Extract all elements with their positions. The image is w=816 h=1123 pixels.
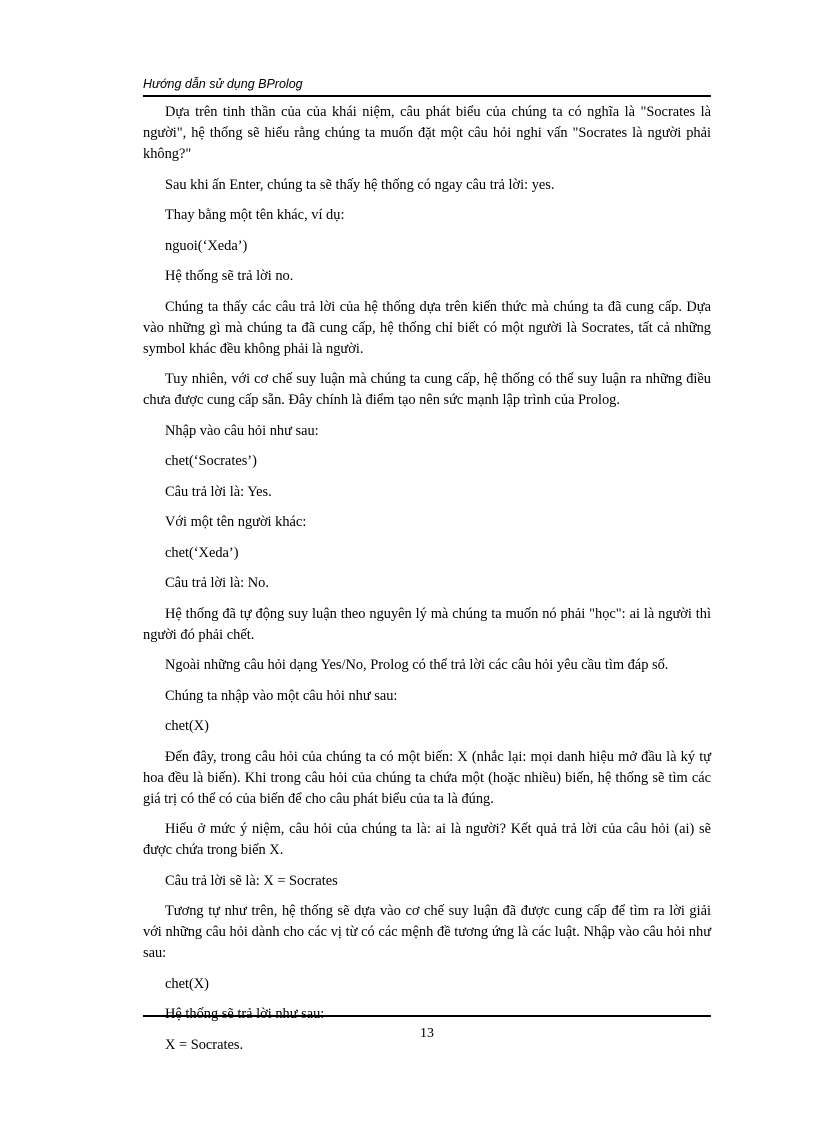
code-line: chet(X) bbox=[165, 975, 209, 992]
paragraph: Hiểu ở mức ý niệm, câu hỏi của chúng ta là: ai là người? Kết quả trả lời của câu hỏi (ai) sẽ được chứa trong biến X. bbox=[143, 821, 711, 858]
header-rule bbox=[143, 95, 711, 97]
paragraph: Thay bằng một tên khác, ví dụ: bbox=[165, 207, 345, 223]
page-body bbox=[143, 102, 711, 1065]
page-number: 13 bbox=[420, 1026, 434, 1041]
code-line: nguoi(‘Xeda’) bbox=[165, 237, 248, 254]
paragraph: Nhập vào câu hỏi như sau: bbox=[165, 422, 319, 439]
paragraph: Ngoài những câu hỏi dạng Yes/No, Prolog có thể trả lời các câu hỏi yêu cầu tìm đáp số. bbox=[165, 657, 669, 673]
paragraph: Câu trả lời là: Yes. bbox=[165, 483, 272, 500]
paragraph: Hệ thống sẽ trả lời no. bbox=[165, 268, 294, 284]
paragraph: Sau khi ấn Enter, chúng ta sẽ thấy hệ thống có ngay câu trả lời: yes. bbox=[165, 176, 555, 193]
paragraph: Chúng ta nhập vào một câu hỏi như sau: bbox=[165, 687, 398, 704]
paragraph: Hệ thống đã tự động suy luận theo nguyên lý mà chúng ta muốn nó phải "học": ai là người thì người đó phải chết. bbox=[143, 605, 711, 643]
paragraph: Đến đây, trong câu hỏi của chúng ta có một biến: X (nhắc lại: mọi danh hiệu mở đầu là ký tự hoa đều là biến). Khi trong câu hỏi của chúng ta chứa một (hoặc nhiều) biến, hệ thống sẽ tìm các giá trị có thể có của biến để cho câu phát biểu của ta là đúng. bbox=[143, 748, 711, 807]
paragraph: Tuy nhiên, với cơ chế suy luận mà chúng ta cung cấp, hệ thống có thể suy luận ra những điều chưa được cung cấp sẵn. Đây chính là điểm tạo nên sức mạnh lập trình của Prolog. bbox=[143, 371, 711, 408]
paragraph: Câu trả lời sẽ là: X = Socrates bbox=[165, 872, 338, 889]
code-line: X = Socrates. bbox=[165, 1036, 244, 1053]
paragraph: Chúng ta thấy các câu trả lời của hệ thống dựa trên kiến thức mà chúng ta đã cung cấp. Dựa vào những gì mà chúng ta đã cung cấp, hệ thống chỉ biết có một người là Socrates, tất cả những symbol khác đều không phải là người. bbox=[143, 298, 711, 357]
paragraph: Với một tên người khác: bbox=[165, 514, 307, 530]
paragraph: Tương tự như trên, hệ thống sẽ dựa vào cơ chế suy luận đã được cung cấp để tìm ra lời giải với những câu hỏi dành cho các vị từ có các mệnh đề tương ứng là các luật. Nhập vào câu hỏi như sau: bbox=[143, 903, 711, 961]
code-line: chet(X) bbox=[165, 718, 209, 734]
paragraph: Hệ thống sẽ trả lời như sau: bbox=[165, 1006, 325, 1022]
paragraph: Dựa trên tinh thần của của khái niệm, câu phát biểu của chúng ta có nghĩa là "Socrates là người", hệ thống sẽ hiểu rằng chúng ta muốn đặt một câu hỏi nghi vấn "Socrates là người phải không?" bbox=[143, 104, 711, 162]
footer-rule bbox=[143, 1015, 711, 1017]
code-line: chet(‘Xeda’) bbox=[165, 544, 239, 561]
running-header: Hướng dẫn sử dụng BProlog bbox=[143, 77, 303, 91]
paragraph: Câu trả lời là: No. bbox=[165, 575, 269, 591]
code-line: chet(‘Socrates’) bbox=[165, 453, 257, 469]
